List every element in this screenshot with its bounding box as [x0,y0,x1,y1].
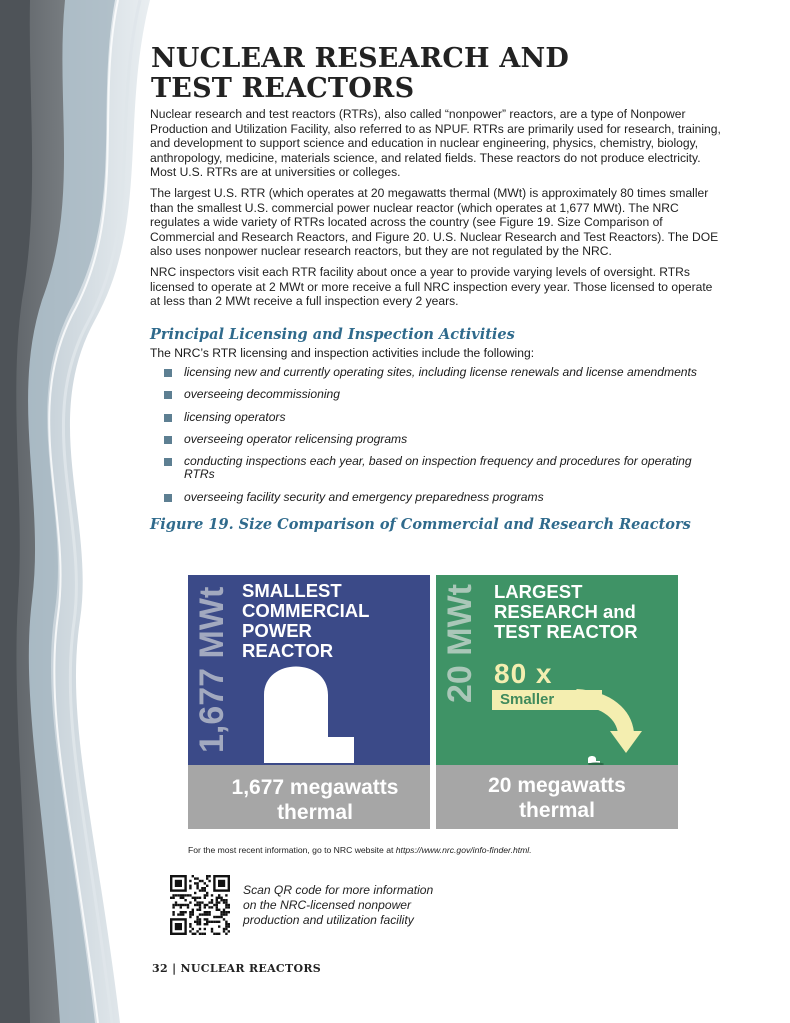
list-item: overseeing facility security and emergency preparedness programs [164,491,725,505]
figure-caption: Figure 19. Size Comparison of Commercial and Research Reactors [150,516,691,534]
size-comparison-figure [188,575,678,829]
list-item: licensing operators [164,411,725,425]
commercial-footer-text: 1,677 megawatts thermal [231,776,399,824]
activities-list [164,366,725,504]
bullet-square-icon [164,494,172,502]
paragraph-size: The largest U.S. RTR (which operates at 20 megawatts thermal (MWt) is approximately 80 times smaller than the smallest U.S. commercial power nuclear reactor (which operates at 1,677 MWt). The NRC regulates a wide variety of RTRs located across the country (see Figure 19. Size Comparison of Commercial and Research Reactors, and Figure 20. U.S. Nuclear Research and Test Reactors). The DOE also uses nonpower nuclear research reactors, but they are not regulated by the NRC. [150,185,719,259]
page-title: NUCLEAR RESEARCH AND TEST REACTORS [151,43,569,104]
qr-code-icon[interactable] [170,875,230,935]
bullet-square-icon [164,458,172,466]
research-reactor-panel [436,575,678,829]
research-vertical-label: 20 MWt [441,584,479,703]
bullet-square-icon [164,391,172,399]
commercial-reactor-panel [188,575,430,829]
list-item: overseeing decommissioning [164,388,725,402]
source-note: For the most recent information, go to NRC website at https://www.nrc.gov/info-finder.html. [188,845,532,855]
bullet-square-icon [164,436,172,444]
decorative-side-band [0,0,160,1023]
bullet-square-icon [164,414,172,422]
footer-separator: | [172,962,177,975]
footer-section: NUCLEAR REACTORS [180,962,322,975]
paragraph-intro: Nuclear research and test reactors (RTRs), also called “nonpower” reactors, are a type of Nonpower Production and Utilization Facility, also referred to as NPUF. RTRs are primarily used for research, training, and development to support science and education in nuclear engineering, physics, chemistry, biology, anthropology, medicine, materials science, and related fields. These reactors do not produce electricity. Most U.S. RTRs are at universities or colleges. [150,107,721,180]
source-url[interactable]: https://www.nrc.gov/info-finder.html. [395,845,532,855]
multiplier-label: Smaller [492,690,602,710]
research-panel-title: LARGEST RESEARCH and TEST REACTOR [494,581,638,642]
section-heading: Principal Licensing and Inspection Activities [150,325,515,343]
commercial-panel-title: SMALLEST COMMERCIAL POWER REACTOR [242,580,370,661]
list-item: licensing new and currently operating sites, including license renewals and license amendments [164,366,725,380]
multiplier-text: 80 x [494,658,553,689]
list-item: overseeing operator relicensing programs [164,433,725,447]
page-footer [152,962,321,975]
page-number: 32 [152,962,168,975]
list-item: conducting inspections each year, based on inspection frequency and procedures for operating RTRs [164,455,725,483]
section-intro: The NRC’s RTR licensing and inspection activities include the following: [150,345,535,360]
research-footer-text: 20 megawatts thermal [488,774,626,822]
bullet-square-icon [164,369,172,377]
paragraph-inspections: NRC inspectors visit each RTR facility about once a year to provide varying levels of oversight. RTRs licensed to operate at 2 MWt or more receive a full NRC inspection every year. Those licensed to operate at less than 2 MWt receive a full inspection every 2 years. [150,264,713,309]
qr-caption: Scan QR code for more information on the NRC-licensed nonpower production and utilization facility [243,883,434,927]
commercial-vertical-label: 1,677 MWt [193,586,231,753]
main-content [150,44,725,533]
